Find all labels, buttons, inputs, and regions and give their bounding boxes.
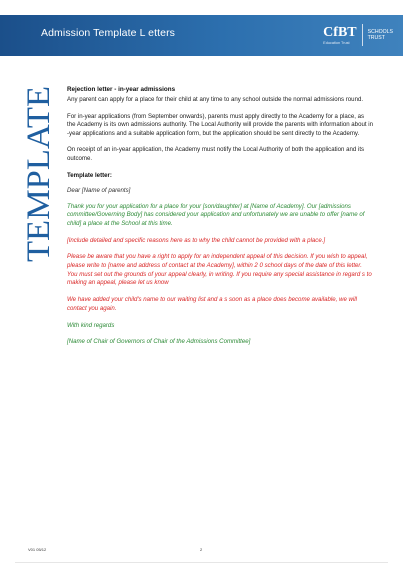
letter-paragraph-reasons: [Include detailed and specific reasons here as to why the child cannot be provided with a place.] (67, 236, 326, 244)
logo-right-text (368, 29, 393, 42)
cfbt-logo (323, 23, 393, 47)
footer-version: V01 05/12 (28, 547, 47, 552)
logo-trust: TRUST (367, 35, 385, 41)
template-watermark-text: TEMPLATE (21, 93, 54, 262)
footer-page-number: 2 (200, 547, 203, 552)
document-title: Rejection letter - in-year admissions (67, 86, 176, 93)
intro-paragraph-2: For in-year applications (from September onwards), parents must apply directly to the Academy for a place, as the Academy is its own admissions authority. The Local Authority will provide the parents with information about in -year applications and a suitable application form, but the application should be sent directly to the Academy. (67, 112, 373, 137)
letter-content (67, 86, 373, 355)
letter-signature: [Name of Chair of Governors of Chair of the Admissions Committee] (67, 338, 251, 346)
letter-paragraph-appeal: Please be aware that you have a right to apply for an independent appeal of this decision. If you wish to appeal, please write to [name and address of contact at the Academy], within 2 0 school days of the date of this letter. You must set out the grounds of your appeal clearly, in writing. If you require any special assistance in regard s to making an appeal, please let us know (67, 253, 372, 287)
page-title: Admission Template L etters (41, 27, 176, 39)
letter-paragraph-thanks: Thank you for your application for a place for your [son/daughter] at [Name of Academy]. Our [admissions committee/Governing Body] has considered your application and unfortunately we are unable to offer [name of child] a place at the School at this time. (67, 202, 365, 227)
logo-divider (362, 24, 363, 46)
template-watermark (20, 84, 54, 264)
letter-closing: With kind regards (67, 321, 115, 329)
salutation: Dear [Name of parents] (67, 186, 131, 194)
header-bar (0, 15, 403, 56)
logo-sub-text: Education Trust (323, 40, 350, 45)
logo-schools: SCHOOLS (367, 28, 393, 35)
intro-paragraph-1: Any parent can apply for a place for their child at any time to any school outside the normal admissions round. (67, 96, 364, 103)
intro-paragraph-3: On receipt of an in-year application, the Academy must notify the Local Authority of both the application and its outcome. (67, 146, 365, 162)
template-label: Template letter: (67, 171, 112, 179)
logo-main-text: CfBT (323, 24, 357, 40)
template-watermark-svg (20, 84, 54, 264)
letter-paragraph-waiting-list: We have added your child's name to our waiting list and a s soon as a place does become available, we will contact you again. (67, 296, 357, 312)
footer-divider (15, 562, 388, 563)
